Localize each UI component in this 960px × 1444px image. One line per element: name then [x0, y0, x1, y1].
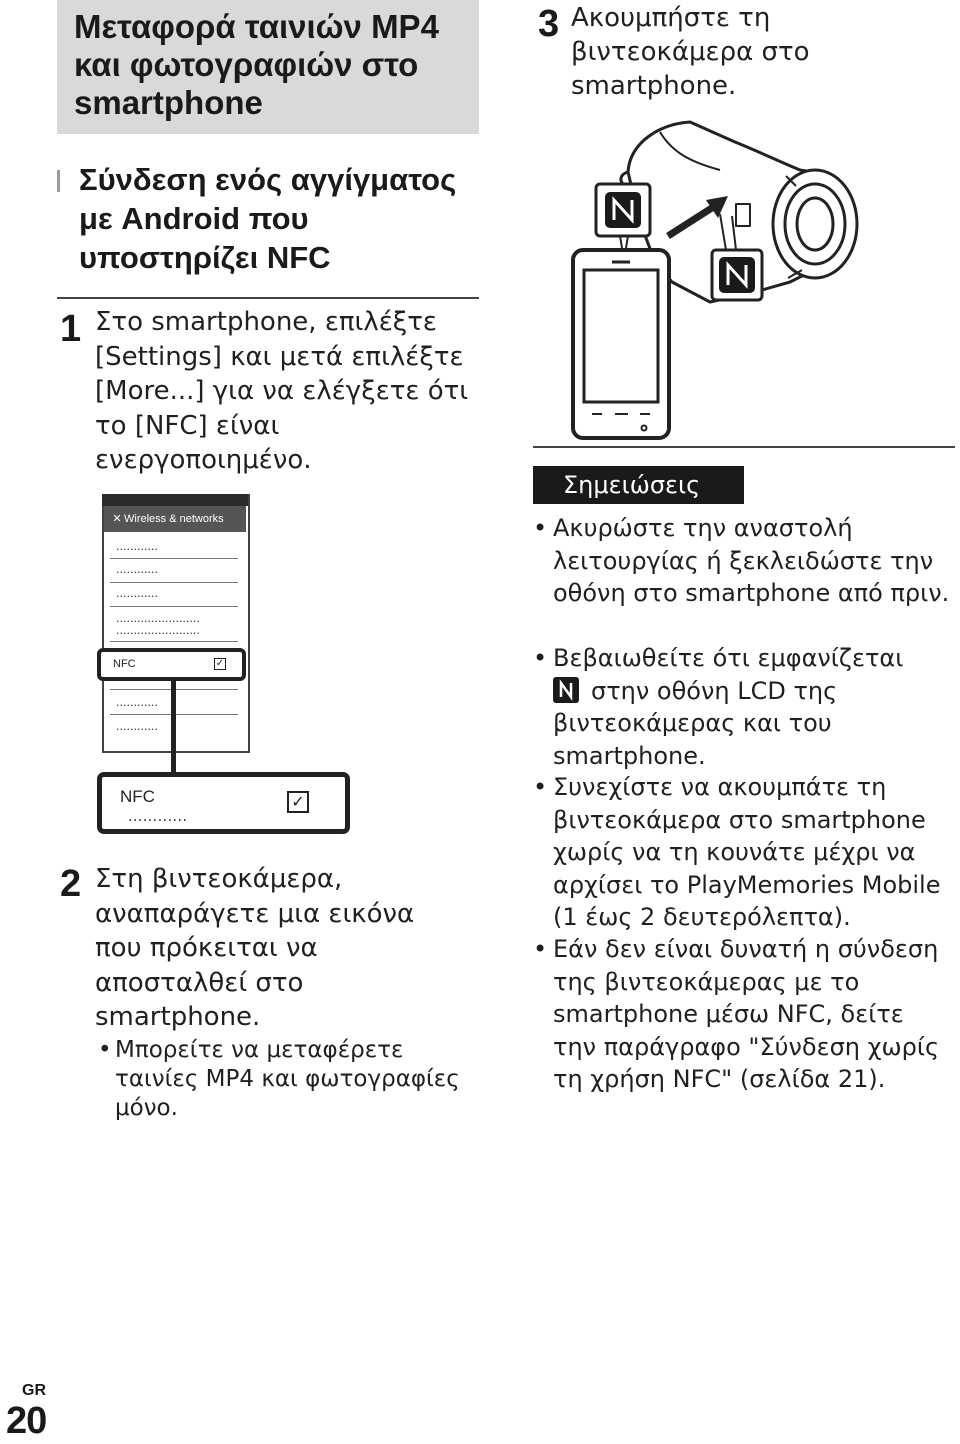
- n-mark-icon: [553, 677, 579, 703]
- language-code: GR: [22, 1382, 46, 1399]
- note-item: [533, 933, 953, 1096]
- section-marker: [57, 170, 60, 192]
- section-heading: Σύνδεση ενός αγγίγματος με Android που υποστηρίζει NFC: [79, 162, 457, 275]
- bullet: •: [533, 935, 548, 963]
- page-title: Μεταφορά ταινιών MP4 και φωτογραφιών στο smartphone: [74, 8, 439, 121]
- row-divider: [110, 641, 238, 642]
- note-item: [533, 642, 953, 772]
- note-text: Συνεχίστε να ακουμπάτε τη βιντεοκάμερα στο smartphone χωρίς να τη κουνάτε μέχρι να αρχίσει το PlayMemories Mobile (1 έως 2 δευτερόλεπτα).: [553, 773, 941, 931]
- tools-icon: ✕: [112, 513, 122, 525]
- checkbox-icon: ✓: [287, 791, 309, 813]
- setting-row: ............: [116, 563, 158, 576]
- step-2-note: Μπορείτε να μεταφέρετε ταινίες MP4 και φωτογραφίες μόνο.: [115, 1037, 460, 1121]
- note-item: [533, 771, 953, 934]
- nfc-setting-row-enlarged: [97, 772, 350, 834]
- bullet: •: [533, 773, 548, 801]
- step-2-number: 2: [60, 863, 82, 905]
- setting-row: ........................: [116, 612, 200, 625]
- setting-row: ............: [116, 587, 158, 600]
- nfc-setting-row-small: [97, 648, 246, 681]
- camcorder-smartphone-illustration: [560, 112, 890, 442]
- status-bar: [102, 494, 248, 506]
- nfc-label: NFC: [113, 658, 136, 670]
- step-2-text: Στη βιντεοκάμερα, αναπαράγετε μια εικόνα που πρόκειται να αποσταλθεί στο smartphone.: [95, 864, 415, 1032]
- settings-header-label: Wireless & networks: [124, 513, 224, 525]
- row-divider: [110, 558, 238, 559]
- step-3-number: 3: [538, 3, 560, 45]
- setting-row: ............: [116, 696, 158, 709]
- nfc-label: NFC: [120, 787, 155, 806]
- step-1-text: Στο smartphone, επιλέξτε [Settings] και μετά επιλέξτε [More...] για να ελέγξετε ότι το [NFC] είναι ενεργοποιημένο.: [95, 307, 469, 475]
- page-number: 20: [6, 1400, 47, 1442]
- nfc-mark-phone-icon: [596, 184, 650, 248]
- note-text: Βεβαιωθείτε ότι εμφανίζεται: [553, 644, 904, 672]
- settings-header: [104, 506, 246, 532]
- notes-heading: Σημειώσεις: [533, 466, 744, 504]
- divider: [533, 446, 955, 448]
- zoom-connector: [171, 680, 176, 775]
- row-divider: [110, 606, 238, 607]
- row-divider: [110, 582, 238, 583]
- note-text: Ακυρώστε την αναστολή λειτουργίας ή ξεκλειδώστε την οθόνη στο smartphone από πριν.: [553, 514, 950, 607]
- setting-row: ............: [116, 540, 158, 553]
- checkbox-icon: ✓: [215, 658, 225, 669]
- bullet: •: [98, 1037, 112, 1063]
- note-item: [533, 512, 953, 610]
- note-text: Εάν δεν είναι δυνατή η σύνδεση της βιντεοκάμερας με το smartphone μέσω NFC, δείτε την παράγραφο "Σύνδεση χωρίς τη χρήση NFC" (σελίδα 21).: [553, 935, 940, 1093]
- setting-row: ........................: [116, 624, 200, 637]
- step-3-text: Ακουμπήστε τη βιντεοκάμερα στο smartphone.: [571, 3, 810, 101]
- bullet: •: [533, 514, 548, 542]
- bullet: •: [533, 644, 548, 672]
- step-1-number: 1: [60, 308, 82, 350]
- note-text-continued: στην οθόνη LCD της βιντεοκάμερας και του smartphone.: [553, 676, 838, 770]
- nfc-description: ............: [128, 809, 188, 825]
- setting-row: ............: [116, 720, 158, 733]
- divider: [57, 297, 479, 299]
- smartphone-icon: [573, 250, 669, 438]
